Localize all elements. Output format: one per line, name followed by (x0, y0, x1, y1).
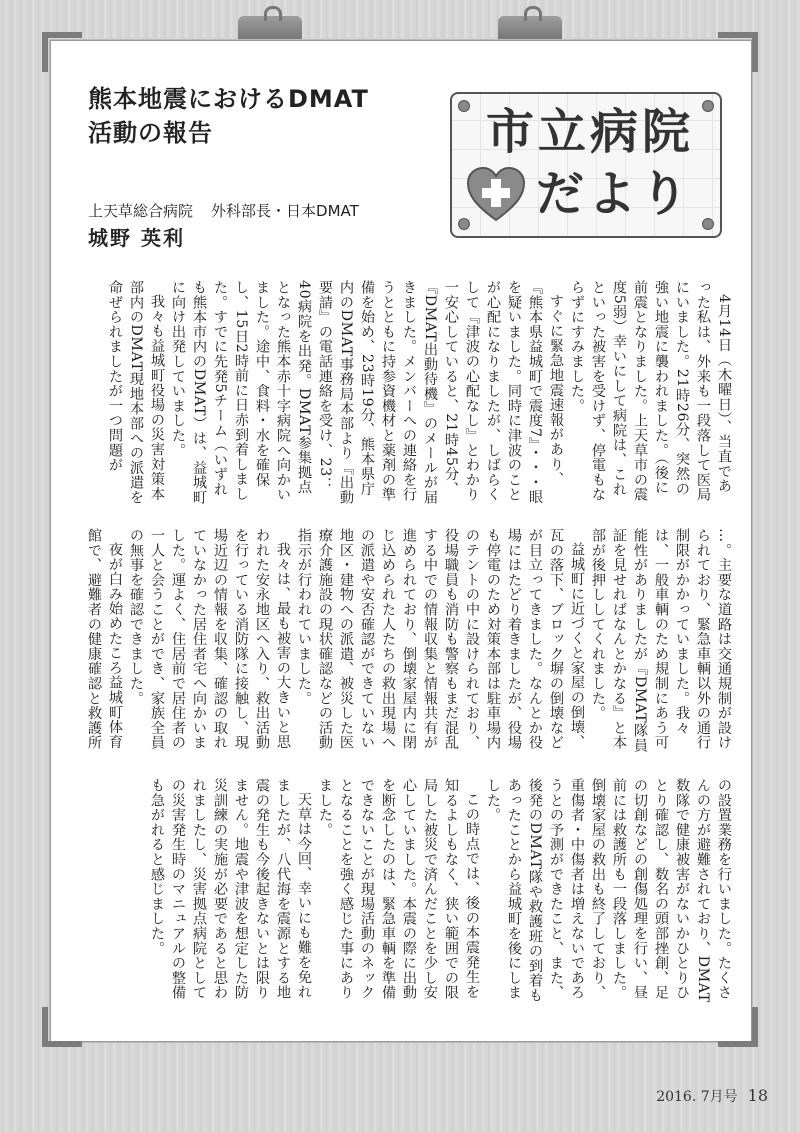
body-block-3 (86, 778, 734, 1003)
board-corner-top-left (42, 32, 82, 72)
article-title-line2: 活動の報告 (88, 119, 213, 147)
paragraph: 天草は今回、幸いにも難を免れましたが、八代海を震源とする地震の発生も今後起きないとは限りません。地震や津波を想定した防災訓練の実施が必要であると思われましたし、災害拠点病院としての災害発生時のマニュアルの整備も急がれると感じました。 (149, 778, 312, 1000)
page-number: 18 (747, 1086, 768, 1105)
logo-text-line1: 市立病院 (485, 104, 694, 160)
page-footer (656, 1086, 768, 1106)
paragraph: …。主要な道路は交通規制が設けられており、緊急車輌以外の通行制限がかかっていました。我々は、一般車輌のため規制にあう可能性がありましたが『DMAT隊員証を見せればなんとかなる』と本部が後押ししてくれました。 (590, 528, 732, 753)
pin-icon (702, 218, 714, 230)
article-title (88, 82, 369, 150)
body-block-2 (86, 528, 734, 758)
paragraph: の設置業務を行いました。たくさんの方が避難されており、DMAT数隊で健康被害がないかひとりひとり確認し、数名の頭部挫創、足の切創などの創傷処理を行い、昼前には救護所も一段落しました。倒壊家屋の救出も終了しており、重傷者・中傷者は増えないであろうとの予測ができたこと、また、後発のDMAT隊や救護班の到着もあったことから益城町を後にしました。 (485, 778, 732, 1003)
board-corner-bottom-right (718, 1007, 758, 1047)
article-title-line1: 熊本地震におけるDMAT (88, 85, 369, 113)
heart-cross-icon (466, 166, 526, 222)
paragraph: 我々は、最も被害の大きいと思われた安永地区へ入り、救出活動を行っている消防隊に接触し、現場近辺の情報を収集、確認の取れていなかった居住者宅へ向かいました。運よく、住居前で居住者の一人と会うことができ、家族全員の無事を確認できました。 (128, 528, 291, 750)
paragraph: 益城町に近づくと家屋の倒壊、瓦の落下、ブロック塀の倒壊などが目立ってきました。なんとか役場にはたどり着きましたが、役場も停電のため対策本部は駐車場内のテントの中に設けられており、役場職員も消防も警察もまだ混乱する中での情報収集と情報共有が進められており、倒壊家屋内に閉じ込められた人たちの救出現場への派遣や安否確認ができていない地区・建物への派遣、被災した医療介護施設の現状確認などの活動指示が行われていました。 (296, 528, 585, 750)
body-block-1 (86, 280, 734, 508)
paragraph: 4月14日（木曜日）、当直であった私は、外来も一段落して医局にいました。21時26分、突然の強い地震に襲われました。（後に前震となりました。上天草市の震度5弱）幸いにして病院は、これといった被害を受けず、停電もならずにすみました。 (569, 280, 732, 502)
newsletter-logo (450, 92, 722, 238)
pin-icon (458, 100, 470, 112)
board-corner-top-right (718, 32, 758, 72)
paragraph: この時点では、後の本震発生を知るよしもなく、狭い範囲での限局した被災で済んだことを少し安心していました。本震の際に出動を断念したのは、緊急車輌を準備できないことが現場活動のネックとなることを強く感じた事にありました。 (317, 778, 480, 1000)
author-role: 外科部長・日本DMAT (211, 202, 359, 220)
author-affiliation (88, 200, 377, 221)
paragraph: 夜が白み始めたころ益城町体育館で、避難者の健康確認と救護所 (86, 528, 123, 750)
author-hospital: 上天草総合病院 (88, 202, 194, 220)
issue-label: 2016. 7月号 (656, 1089, 738, 1105)
author-name: 城野 英利 (88, 226, 185, 250)
paragraph: すぐに緊急地震速報があり、『熊本県益城町で震度7』・・・眼を疑いました。同時に津波のことが心配になりましたが、しばらくして『津波の心配なし』とわかり一安心していると、21時45分、『DMAT出動待機』のメールが届きました。メンバーへの連絡を行うとともに持参資機材と薬剤の準備を始め、23時19分、熊本県庁内のDMAT事務局本部より『出動要請』の電話連絡を受け、23：40病院を出発。DMAT参集拠点となった熊本赤十字病院へ向かいました。途中、食料・水を確保し、15日2時前に日赤到着しました。すでに先発5チーム（いずれも熊本市内のDMAT）は、益城町に向け出発していました。 (170, 280, 564, 505)
board-corner-bottom-left (42, 1007, 82, 1047)
paragraph: 我々も益城町役場の災害対策本部内のDMAT現地本部への派遣を命ぜられましたが一つ問題が (107, 280, 165, 505)
logo-text-line2: だより (536, 166, 693, 222)
